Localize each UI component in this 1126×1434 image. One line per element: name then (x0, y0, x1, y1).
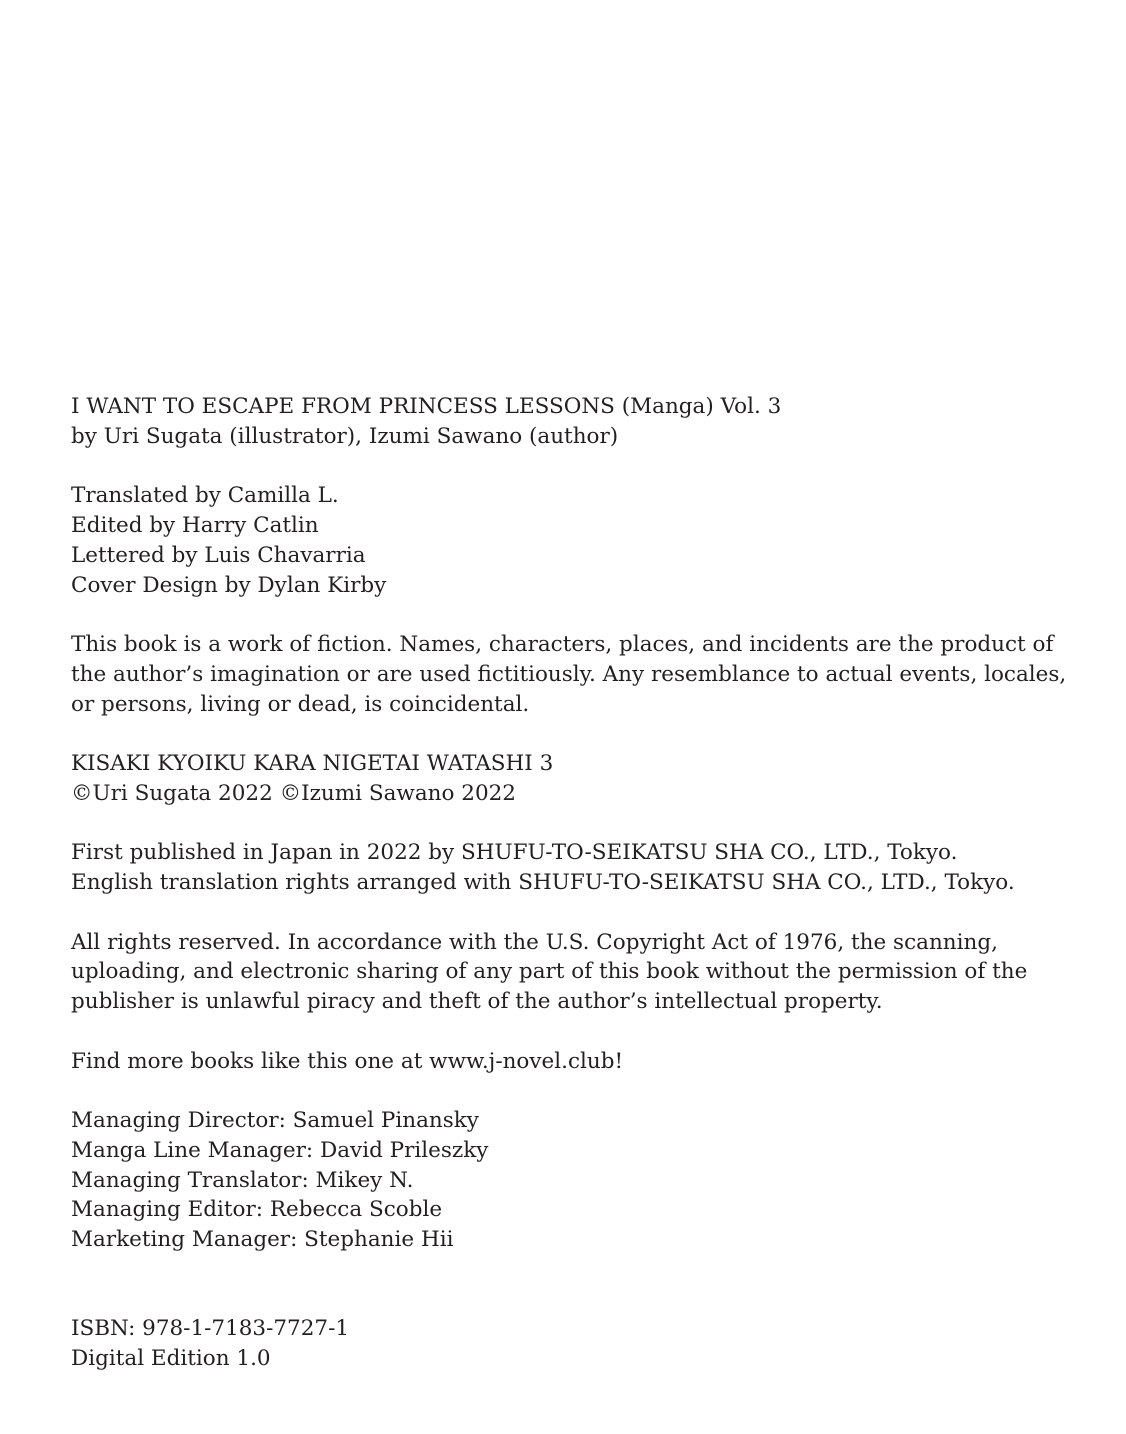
edition-block (71, 1314, 1071, 1374)
title-block (71, 392, 1071, 452)
staff-block (71, 1106, 1071, 1255)
staff-line: Marketing Manager: Stephanie Hii (71, 1227, 454, 1252)
publication-line: First published in Japan in 2022 by SHUFU-TO-SEIKATSU SHA CO., LTD., Tokyo. (71, 840, 958, 866)
translator-credit: Translated by Camilla L. (71, 483, 339, 509)
rights-line: All rights reserved. In accordance with the U.S. Copyright Act of 1976, the scanning, (71, 929, 998, 955)
original-title-block (71, 749, 1071, 809)
disclaimer-line: This book is a work of fiction. Names, characters, places, and incidents are the product of (71, 632, 1054, 657)
digital-edition: Digital Edition 1.0 (71, 1346, 271, 1371)
staff-line: Managing Translator: Mikey N. (71, 1167, 414, 1193)
rights-line: uploading, and electronic sharing of any part of this book without the permission of the (71, 959, 1028, 985)
publication-block (71, 838, 1071, 898)
staff-line: Managing Editor: Rebecca Scoble (71, 1197, 443, 1223)
publication-line: English translation rights arranged with SHUFU-TO-SEIKATSU SHA CO., LTD., Tokyo. (71, 870, 1015, 895)
rights-line: publisher is unlawful piracy and theft of the author’s intellectual property. (71, 989, 883, 1014)
letterer-credit: Lettered by Luis Chavarria (71, 542, 366, 568)
fiction-disclaimer (71, 630, 1071, 719)
copyright-page (71, 392, 1071, 1374)
promo-text: Find more books like this one at www.j-novel.club! (71, 1048, 624, 1074)
disclaimer-line: or persons, living or dead, is coincidental. (71, 691, 530, 717)
staff-line: Manga Line Manager: David Prileszky (71, 1137, 489, 1163)
editor-credit: Edited by Harry Catlin (71, 513, 319, 538)
staff-line: Managing Director: Samuel Pinansky (71, 1108, 479, 1133)
rights-block (71, 928, 1071, 1017)
copyright-notice: ©Uri Sugata 2022 ©Izumi Sawano 2022 (71, 780, 516, 806)
promo-block (71, 1047, 1071, 1077)
book-title: I WANT TO ESCAPE FROM PRINCESS LESSONS (Manga) Vol. 3 (71, 394, 782, 419)
isbn: ISBN: 978-1-7183-7727-1 (71, 1316, 350, 1342)
original-title: KISAKI KYOIKU KARA NIGETAI WATASHI 3 (71, 751, 554, 776)
credits-block (71, 481, 1071, 600)
cover-design-credit: Cover Design by Dylan Kirby (71, 572, 387, 598)
byline: by Uri Sugata (illustrator), Izumi Sawano (author) (71, 423, 619, 449)
disclaimer-line: the author’s imagination or are used fictitiously. Any resemblance to actual events, locales, (71, 661, 1067, 687)
